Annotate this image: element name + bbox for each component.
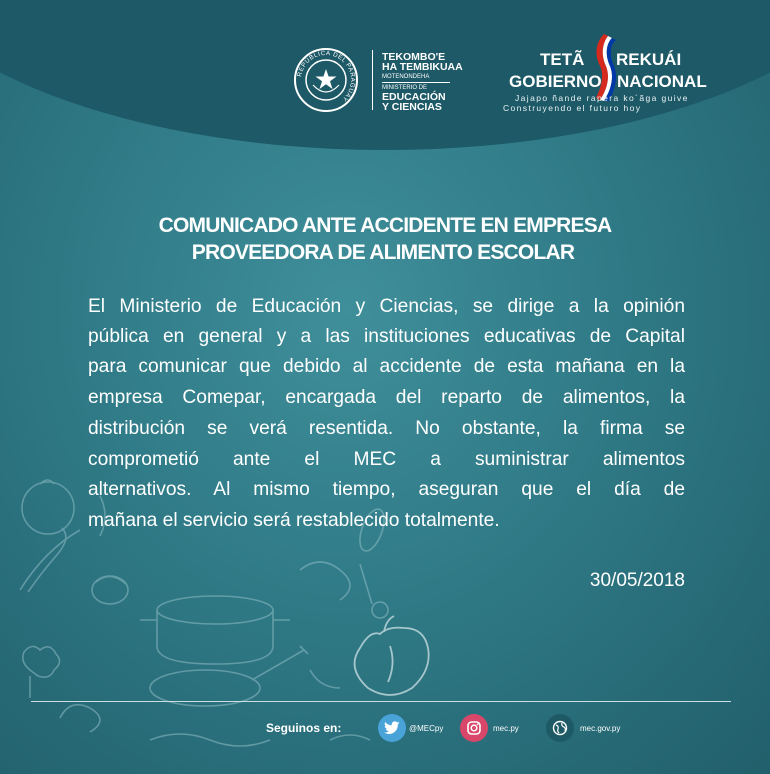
body-line-1: El Ministerio de Educación y Ciencias, se dirige a la opinión [88,296,685,317]
body-line-3: para comunicar que debido al accidente de esta mañana en la [88,356,685,377]
body-line-2: pública en general y a las instituciones educativas de Capital [88,326,685,347]
body-line-8: mañana el servicio será restablecido totalmente. [88,510,500,531]
government-word-2a: GOBIERNO [509,72,602,91]
ministry-name-1: EDUCACIÓN [382,91,446,103]
slogan-guarani: Jajapo ñande rapera ko´ãga guive [515,93,689,103]
logo-divider [372,50,373,110]
announcement-date: 30/05/2018 [589,570,685,591]
announcement-title-line-1: COMUNICADO ANTE ACCIDENTE EN EMPRESA [158,214,612,237]
twitter-handle[interactable]: @MECpy [409,724,444,733]
ministry-separator [382,82,450,83]
national-seal-icon [293,47,359,113]
follow-us-label: Seguinos en: [266,721,342,735]
instagram-handle[interactable]: mec.py [493,724,519,733]
body-line-6: comprometió ante el MEC a suministrar alimentos [88,449,685,470]
ministry-name-guarani-3: MOTENONDEHA [382,74,430,80]
twitter-icon[interactable] [378,714,406,742]
ministry-name-prefix: MINISTERIO DE [382,85,428,91]
ministry-name-guarani-1: TEKOMBO'E [382,51,446,63]
ministry-name-guarani-2: HA TEMBIKUAA [382,61,463,73]
ministry-name-2: Y CIENCIAS [382,101,442,113]
body-line-4: empresa Comepar, encargada del reparto de alimentos, la [88,387,685,408]
instagram-icon[interactable] [460,714,488,742]
website-link[interactable]: mec.gov.py [580,724,621,733]
slogan-spanish: Construyendo el futuro hoy [503,103,642,113]
globe-icon[interactable] [546,714,574,742]
body-line-7: alternativos. Al mismo tiempo, aseguran que el día de [88,479,685,500]
government-word-1a: TETÃ [540,50,585,69]
body-line-5: distribución se verá resentida. No obstante, la firma se [88,418,685,439]
seal-text: REPÚBLICA DEL PARAGUAY [296,49,357,103]
government-word-2b: NACIONAL [617,72,707,91]
government-word-1b: REKUÁI [616,50,682,69]
announcement-title-line-2: PROVEEDORA DE ALIMENTO ESCOLAR [191,241,575,264]
footer-divider [31,701,731,702]
